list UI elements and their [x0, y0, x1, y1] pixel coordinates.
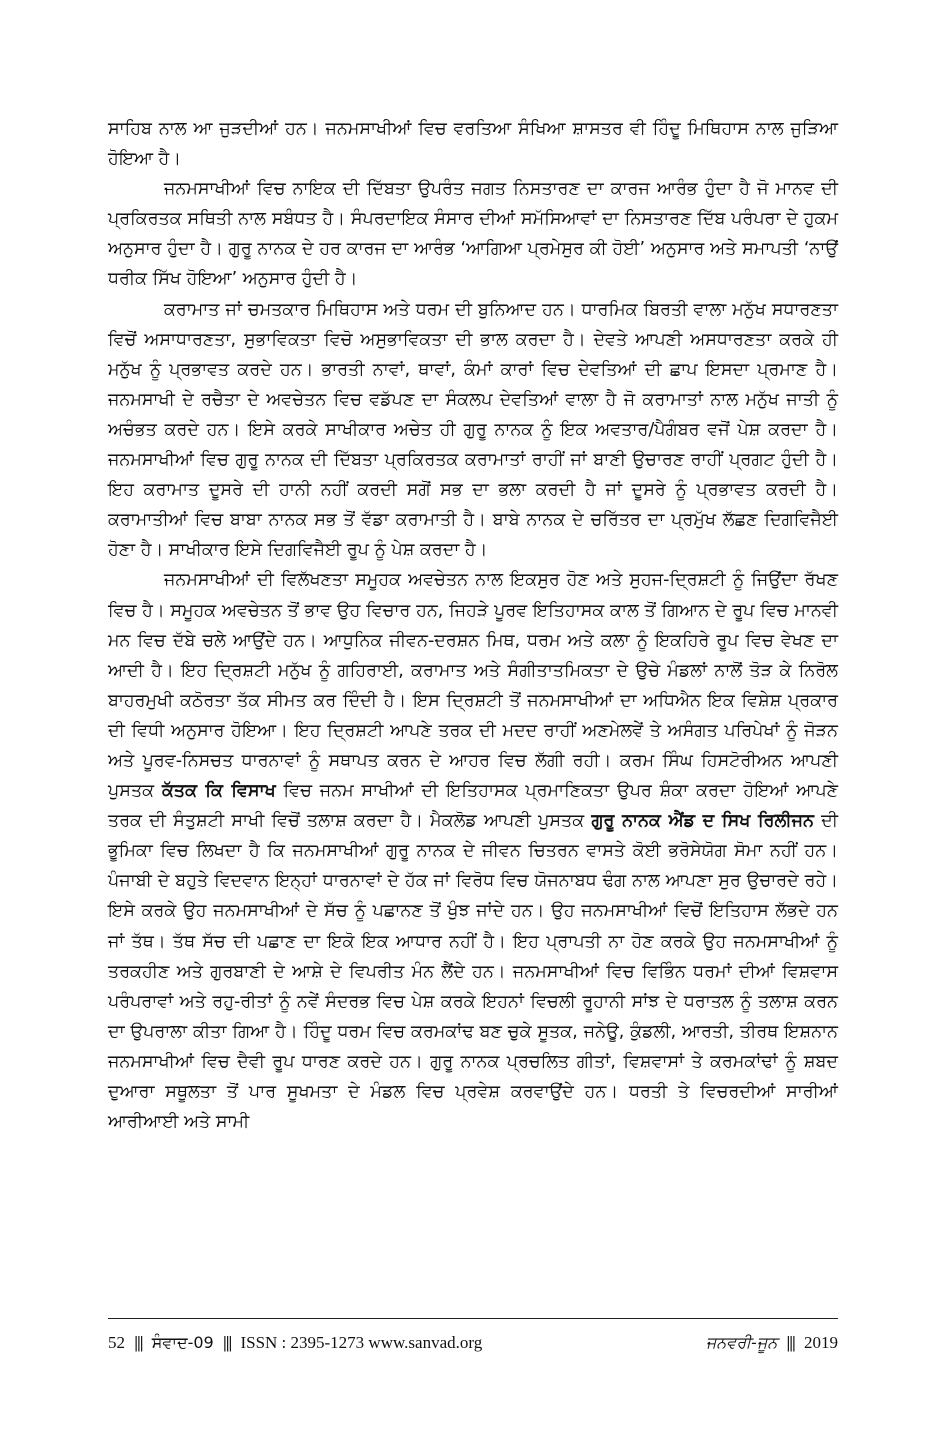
issn-website: ISSN : 2395-1273 www.sanvad.org	[240, 1333, 483, 1352]
paragraph-4-text-c: ਦੀ ਭੂਮਿਕਾ ਵਿਚ ਲਿਖਦਾ ਹੈ ਕਿ ਜਨਮਸਾਖੀਆਂ ਗੁਰੂ ਨਾਨਕ ਦੇ ਜੀਵਨ ਚਿਤਰਨ ਵਾਸਤੇ ਕੋਈ ਭਰੋਸੇਯੋਗ ਸੋਮਾ ਨਹੀਂ ਹਨ। ਪੰਜਾਬੀ ਦੇ ਬਹੁਤੇ ਵਿਦਵਾਨ ਇਨ੍ਹਾਂ ਧਾਰਨਾਵਾਂ ਦੇ ਹੱਕ ਜਾਂ ਵਿਰੋਧ ਵਿਚ ਯੋਜਨਾਬਧ ਢੰਗ ਨਾਲ ਆਪਣਾ ਸੁਰ ਉਚਾਰਦੇ ਰਹੇ। ਇਸੇ ਕਰਕੇ ਉਹ ਜਨਮਸਾਖੀਆਂ ਦੇ ਸੱਚ ਨੂੰ ਪਛਾਨਣ ਤੋਂ ਖੁੰਝ ਜਾਂਦੇ ਹਨ। ਉਹ ਜਨਮਸਾਖੀਆਂ ਵਿਚੋਂ ਇਤਿਹਾਸ ਲੱਭਦੇ ਹਨ ਜਾਂ ਤੱਥ। ਤੱਥ ਸੱਚ ਦੀ ਪਛਾਣ ਦਾ ਇਕੋ ਇਕ ਆਧਾਰ ਨਹੀਂ ਹੈ। ਇਹ ਪ੍ਰਾਪਤੀ ਨਾ ਹੋਣ ਕਰਕੇ ਉਹ ਜਨਮਸਾਖੀਆਂ ਨੂੰ ਤਰਕਹੀਣ ਅਤੇ ਗੁਰਬਾਣੀ ਦੇ ਆਸ਼ੇ ਦੇ ਵਿਪਰੀਤ ਮੰਨ ਲੈਂਦੇ ਹਨ। ਜਨਮਸਾਖੀਆਂ ਵਿਚ ਵਿਭਿੰਨ ਧਰਮਾਂ ਦੀਆਂ ਵਿਸ਼ਵਾਸ ਪਰੰਪਰਾਵਾਂ ਅਤੇ ਰਹੁ-ਰੀਤਾਂ ਨੂੰ ਨਵੇਂ ਸੰਦਰਭ ਵਿਚ ਪੇਸ਼ ਕਰਕੇ ਇਹਨਾਂ ਵਿਚਲੀ ਰੂਹਾਨੀ ਸਾਂਝ ਦੇ ਧਰਾਤਲ ਨੂੰ ਤਲਾਸ਼ ਕਰਨ ਦਾ ਉਪਰਾਲਾ ਕੀਤਾ ਗਿਆ ਹੈ। ਹਿੰਦੂ ਧਰਮ ਵਿਚ ਕਰਮਕਾਂਢ ਬਣ ਚੁਕੇ ਸੂਤਕ, ਜਨੇਊ, ਕੁੰਡਲੀ, ਆਰਤੀ, ਤੀਰਥ ਇਸ਼ਨਾਨ ਜਨਮਸਾਖੀਆਂ ਵਿਚ ਦੈਵੀ ਰੂਪ ਧਾਰਣ ਕਰਦੇ ਹਨ। ਗੁਰੂ ਨਾਨਕ ਪ੍ਰਚਲਿਤ ਗੀਤਾਂ, ਵਿਸ਼ਵਾਸਾਂ ਤੇ ਕਰਮਕਾਂਢਾਂ ਨੂੰ ਸ਼ਬਦ ਦੁਆਰਾ ਸਥੂਲਤਾ ਤੋਂ ਪਾਰ ਸੂਖਮਤਾ ਦੇ ਮੰਡਲ ਵਿਚ ਪ੍ਰਵੇਸ਼ ਕਰਵਾਉਂਦੇ ਹਨ। ਧਰਤੀ ਤੇ ਵਿਚਰਦੀਆਂ ਸਾਰੀਆਂ ਆਰੀਆਈ ਅਤੇ ਸਾਮੀ	[108, 811, 838, 1133]
journal-name: ਸੰਵਾਦ-09	[151, 1333, 214, 1352]
paragraph-3: ਕਰਾਮਾਤ ਜਾਂ ਚਮਤਕਾਰ ਮਿਥਿਹਾਸ ਅਤੇ ਧਰਮ ਦੀ ਬੁਨਿਆਦ ਹਨ। ਧਾਰਮਿਕ ਬਿਰਤੀ ਵਾਲਾ ਮਨੁੱਖ ਸਧਾਰਣਤਾ ਵਿਚੋਂ ਅਸਾਧਾਰਣਤਾ, ਸੁਭਾਵਿਕਤਾ ਵਿਚੋ ਅਸੁਭਾਵਿਕਤਾ ਦੀ ਭਾਲ ਕਰਦਾ ਹੈ। ਦੇਵਤੇ ਆਪਣੀ ਅਸਧਾਰਣਤਾ ਕਰਕੇ ਹੀ ਮਨੁੱਖ ਨੂੰ ਪ੍ਰਭਾਵਤ ਕਰਦੇ ਹਨ। ਭਾਰਤੀ ਨਾਵਾਂ, ਥਾਵਾਂ, ਕੰਮਾਂ ਕਾਰਾਂ ਵਿਚ ਦੇਵਤਿਆਂ ਦੀ ਛਾਪ ਇਸਦਾ ਪ੍ਰਮਾਣ ਹੈ। ਜਨਮਸਾਖੀ ਦੇ ਰਚੈਤਾ ਦੇ ਅਵਚੇਤਨ ਵਿਚ ਵਡੱਪਣ ਦਾ ਸੰਕਲਪ ਦੇਵਤਿਆਂ ਵਾਲਾ ਹੈ ਜੋ ਕਰਾਮਾਤਾਂ ਨਾਲ ਮਨੁੱਖ ਜਾਤੀ ਨੂੰ ਅਚੰਭਤ ਕਰਦੇ ਹਨ। ਇਸੇ ਕਰਕੇ ਸਾਖੀਕਾਰ ਅਚੇਤ ਹੀ ਗੁਰੂ ਨਾਨਕ ਨੂੰ ਇਕ ਅਵਤਾਰ/ਪੈਗੰਬਰ ਵਜੋਂ ਪੇਸ਼ ਕਰਦਾ ਹੈ। ਜਨਮਸਾਖੀਆਂ ਵਿਚ ਗੁਰੂ ਨਾਨਕ ਦੀ ਦਿੱਬਤਾ ਪ੍ਰਕਿਰਤਕ ਕਰਾਮਾਤਾਂ ਰਾਹੀਂ ਜਾਂ ਬਾਣੀ ਉਚਾਰਣ ਰਾਹੀਂ ਪ੍ਰਗਟ ਹੁੰਦੀ ਹੈ। ਇਹ ਕਰਾਮਾਤ ਦੂਸਰੇ ਦੀ ਹਾਨੀ ਨਹੀਂ ਕਰਦੀ ਸਗੋਂ ਸਭ ਦਾ ਭਲਾ ਕਰਦੀ ਹੈ ਜਾਂ ਦੂਸਰੇ ਨੂੰ ਪ੍ਰਭਾਵਤ ਕਰਦੀ ਹੈ। ਕਰਾਮਾਤੀਆਂ ਵਿਚ ਬਾਬਾ ਨਾਨਕ ਸਭ ਤੋਂ ਵੱਡਾ ਕਰਾਮਾਤੀ ਹੈ। ਬਾਬੇ ਨਾਨਕ ਦੇ ਚਰਿੱਤਰ ਦਾ ਪ੍ਰਮੁੱਖ ਲੱਛਣ ਦਿਗਵਿਜੈਈ ਹੋਣਾ ਹੈ। ਸਾਖੀਕਾਰ ਇਸੇ ਦਿਗਵਿਜੈਈ ਰੂਪ ਨੂੰ ਪੇਸ਼ ਕਰਦਾ ਹੈ।	[108, 299, 838, 561]
book-title-kattak-ki-visakh: ਕੱਤਕ ਕਿ ਵਿਸਾਖ	[161, 781, 276, 802]
paragraph-4-text-b: ਵਿਚ ਜਨਮ ਸਾਖੀਆਂ ਦੀ ਇਤਿਹਾਸਕ ਪ੍ਰਮਾਣਿਕਤਾ ਉਪਰ ਸ਼ੰਕਾ ਕਰਦਾ ਹੋਇਆਂ ਆਪਣੇ ਤਰਕ ਦੀ ਸੰਤੁਸ਼ਟੀ ਸਾਖੀ ਵਿਚੋਂ ਤਲਾਸ਼ ਕਰਦਾ ਹੈ। ਮੈਕਲੋਡ ਆਪਣੀ ਪੁਸਤਕ	[108, 781, 839, 832]
issue-year: 2019	[804, 1333, 838, 1352]
paragraph-4-text-a: ਜਨਮਸਾਖੀਆਂ ਦੀ ਵਿਲੱਖਣਤਾ ਸਮੂਹਕ ਅਵਚੇਤਨ ਨਾਲ ਇਕਸੁਰ ਹੋਣ ਅਤੇ ਸੁਹਜ-ਦ੍ਰਿਸ਼ਟੀ ਨੂੰ ਜਿਉਂਦਾ ਰੱਖਣ ਵਿਚ ਹੈ। ਸਮੂਹਕ ਅਵਚੇਤਨ ਤੋਂ ਭਾਵ ਉਹ ਵਿਚਾਰ ਹਨ, ਜਿਹੜੇ ਪੂਰਵ ਇਤਿਹਾਸਕ ਕਾਲ ਤੋਂ ਗਿਆਨ ਦੇ ਰੂਪ ਵਿਚ ਮਾਨਵੀ ਮਨ ਵਿਚ ਦੱਬੇ ਚਲੇ ਆਉਂਦੇ ਹਨ। ਆਧੁਨਿਕ ਜੀਵਨ-ਦਰਸ਼ਨ ਮਿਥ, ਧਰਮ ਅਤੇ ਕਲਾ ਨੂੰ ਇਕਹਿਰੇ ਰੂਪ ਵਿਚ ਵੇਖਣ ਦਾ ਆਦੀ ਹੈ। ਇਹ ਦ੍ਰਿਸ਼ਟੀ ਮਨੁੱਖ ਨੂੰ ਗਹਿਰਾਈ, ਕਰਾਮਾਤ ਅਤੇ ਸੰਗੀਤਾਤਮਿਕਤਾ ਦੇ ਉਚੇ ਮੰਡਲਾਂ ਨਾਲੋਂ ਤੋੜ ਕੇ ਨਿਰੋਲ ਬਾਹਰਮੁਖੀ ਕਠੋਰਤਾ ਤੱਕ ਸੀਮਤ ਕਰ ਦਿੰਦੀ ਹੈ। ਇਸ ਦ੍ਰਿਸ਼ਟੀ ਤੋਂ ਜਨਮਸਾਖੀਆਂ ਦਾ ਅਧਿਐਨ ਇਕ ਵਿਸ਼ੇਸ਼ ਪ੍ਰਕਾਰ ਦੀ ਵਿਧੀ ਅਨੁਸਾਰ ਹੋਇਆ। ਇਹ ਦ੍ਰਿਸ਼ਟੀ ਆਪਣੇ ਤਰਕ ਦੀ ਮਦਦ ਰਾਹੀਂ ਅਣਮੇਲਵੇਂ ਤੇ ਅਸੰਗਤ ਪਰਿਪੇਖਾਂ ਨੂੰ ਜੋੜਨ ਅਤੇ ਪੂਰਵ-ਨਿਸਚਤ ਧਾਰਨਾਵਾਂ ਨੂੰ ਸਥਾਪਤ ਕਰਨ ਦੇ ਆਹਰ ਵਿਚ ਲੱਗੀ ਰਹੀ। ਕਰਮ ਸਿੰਘ ਹਿਸਟੋਰੀਅਨ ਆਪਣੀ ਪੁਸਤਕ	[108, 570, 838, 802]
article-body	[108, 114, 838, 1137]
footer-left	[108, 1333, 482, 1353]
separator-bars: |||	[222, 1333, 232, 1352]
footer-divider	[108, 1318, 838, 1319]
paragraph-2: ਜਨਮਸਾਖੀਆਂ ਵਿਚ ਨਾਇਕ ਦੀ ਦਿੱਬਤਾ ਉਪਰੰਤ ਜਗਤ ਨਿਸਤਾਰਣ ਦਾ ਕਾਰਜ ਆਰੰਭ ਹੁੰਦਾ ਹੈ ਜੋ ਮਾਨਵ ਦੀ ਪ੍ਰਕਿਰਤਕ ਸਥਿਤੀ ਨਾਲ ਸਬੰਧਤ ਹੈ। ਸੰਪਰਦਾਇਕ ਸੰਸਾਰ ਦੀਆਂ ਸਮੱਸਿਆਵਾਂ ਦਾ ਨਿਸਤਾਰਣ ਦਿੱਬ ਪਰੰਪਰਾ ਦੇ ਹੁਕਮ ਅਨੁਸਾਰ ਹੁੰਦਾ ਹੈ। ਗੁਰੂ ਨਾਨਕ ਦੇ ਹਰ ਕਾਰਜ ਦਾ ਆਰੰਭ ‘ਆਗਿਆ ਪ੍ਰਮੇਸੁਰ ਕੀ ਹੋਈ’ ਅਨੁਸਾਰ ਅਤੇ ਸਮਾਪਤੀ ‘ਨਾਉਂ ਧਰੀਕ ਸਿੱਖ ਹੋਇਆ’ ਅਨੁਸਾਰ ਹੁੰਦੀ ਹੈ।	[108, 179, 838, 290]
paragraph-1: ਸਾਹਿਬ ਨਾਲ ਆ ਜੁੜਦੀਆਂ ਹਨ। ਜਨਮਸਾਖੀਆਂ ਵਿਚ ਵਰਤਿਆ ਸੰਖਿਆ ਸ਼ਾਸਤਰ ਵੀ ਹਿੰਦੂ ਮਿਥਿਹਾਸ ਨਾਲ ਜੁੜਿਆ ਹੋਇਆ ਹੈ।	[108, 119, 838, 170]
page-number: 52	[108, 1333, 125, 1352]
footer-right	[706, 1333, 838, 1353]
separator-bars: |||	[786, 1333, 795, 1352]
book-title-guru-nanak-sikh-religion: ਗੁਰੂ ਨਾਨਕ ਐਂਡ ਦ ਸਿਖ ਰਿਲੀਜਨ	[591, 811, 814, 832]
paragraph-4	[108, 565, 838, 1137]
issue-months: ਜਨਵਰੀ-ਜੂਨ	[705, 1333, 778, 1352]
page-footer	[108, 1333, 838, 1363]
separator-bars: |||	[134, 1333, 143, 1352]
